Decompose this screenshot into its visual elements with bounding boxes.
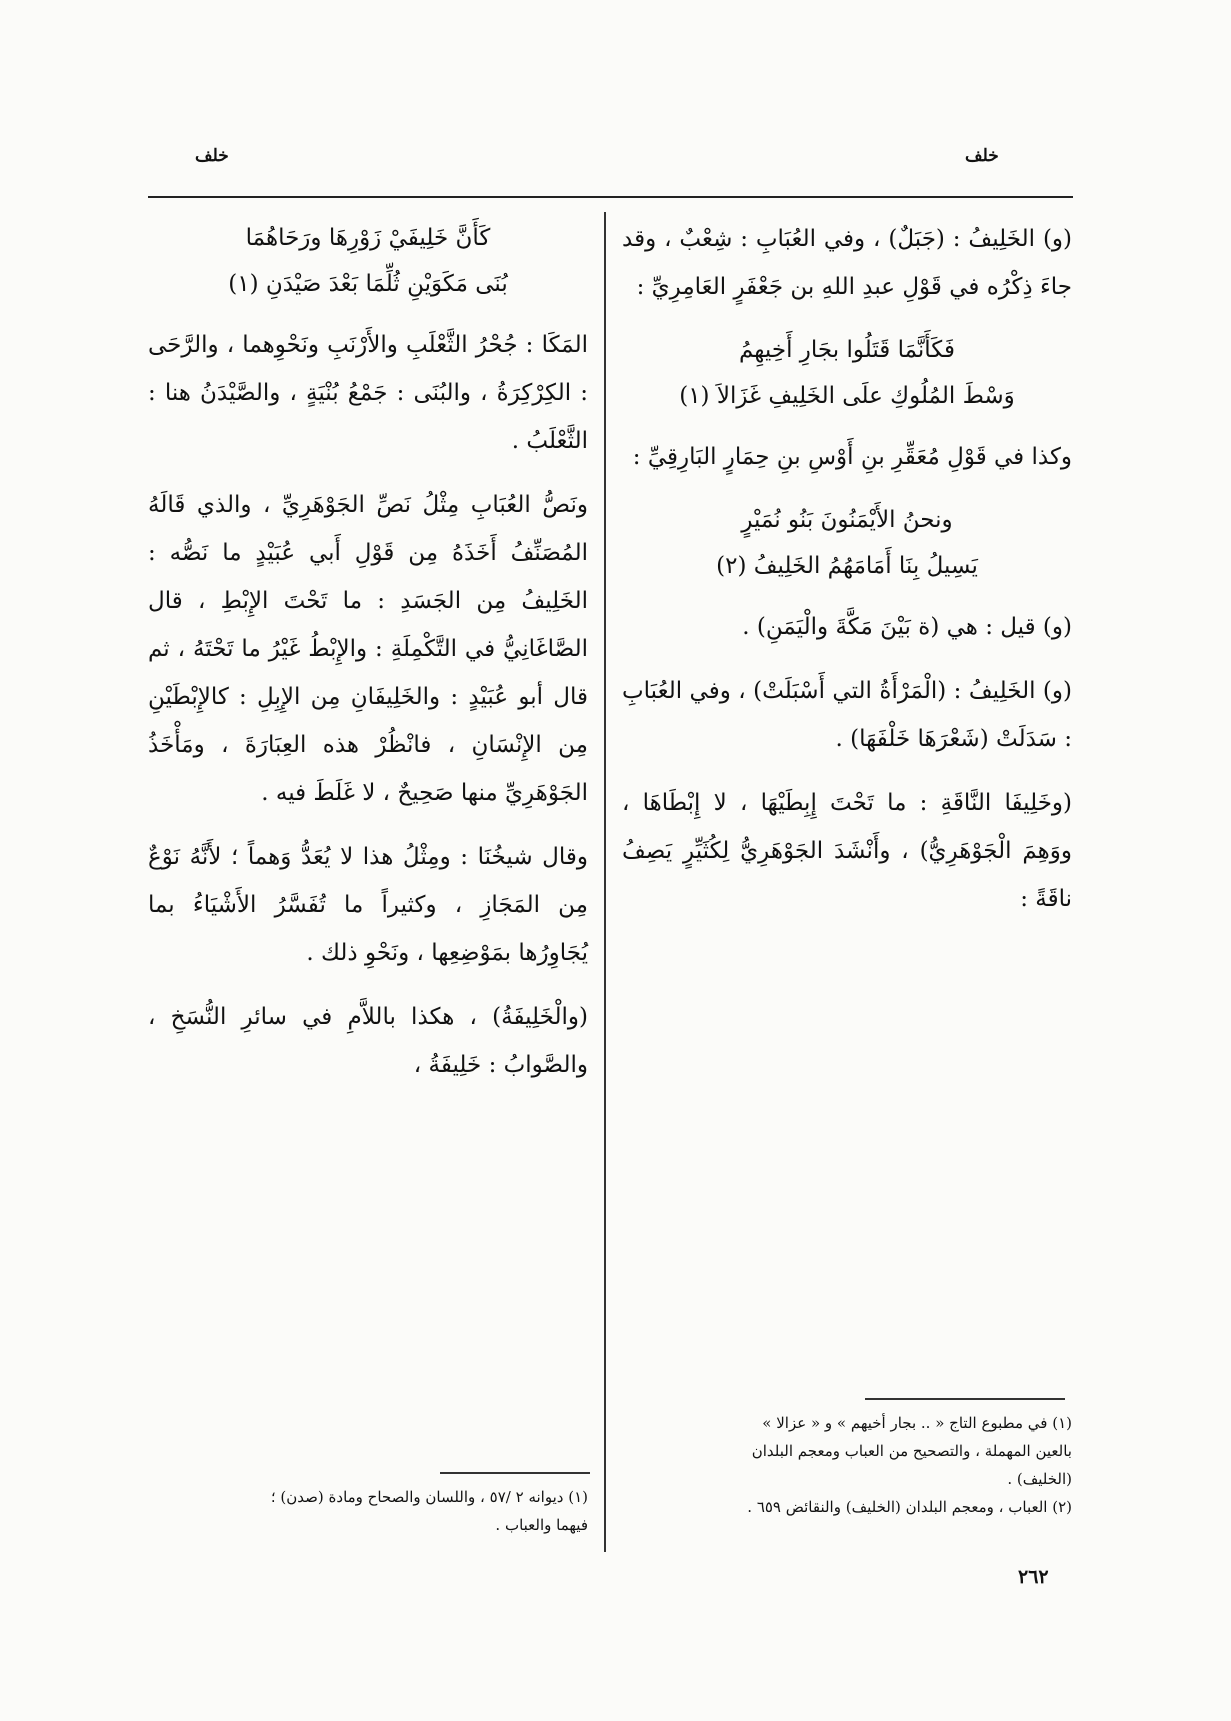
paragraph: (و) الخَلِيفُ : (جَبَلٌ) ، وفي العُبَابِ : شِعْبٌ ، وقد جاءَ ذِكْرُه في قَوْلِ عبدِ اللهِ بن جَعْفَرٍ العَامِرِيِّ : [622,226,1072,300]
paragraph: (و) قيل : هي (ة بَيْنَ مَكَّةَ والْيَمَنِ) . [742,614,1072,640]
verse [622,327,1072,419]
left-column [148,215,588,1105]
column-divider [604,212,606,1552]
verse-line: يَسِيلُ بِنَا أَمَامَهُمُ الخَلِيفُ (٢) [716,553,978,579]
verse-line: بُنَى مَكَوَيْنِ ثُلِّمَا بَعْدَ صَيْدَنِ (١) [228,271,508,297]
paragraph: (و) الخَلِيفُ : (الْمَرْأَةُ التي أَسْبَلَتْ) ، وفي العُبَابِ : سَدَلَتْ (شَعْرَهَا خَلْفَهَا) . [622,678,1072,752]
footnotes-right [622,1410,1072,1522]
footnote-line: فيهما والعباب . [495,1516,588,1534]
verse-line: ونحنُ الأَيْمَنُونَ بَنُو نُمَيْرٍ [741,507,953,533]
paragraph: وكذا في قَوْلِ مُعَقِّرِ بنِ أَوْسِ بنِ حِمَارٍ البَارِقِيِّ : [632,444,1072,470]
verse-line: كَأَنَّ خَلِيفَيْ زَوْرِهَا ورَحَاهُمَا [245,225,491,251]
paragraph: وقال شيخُنَا : ومِثْلُ هذا لا يُعَدُّ وَهماً ؛ لأَنَّهُ نَوْعٌ مِن المَجَازِ ، وكثيراً ما تُفَسَّرُ الأَشْيَاءُ بما يُجَاوِرُها بمَوْضِعِها ، ونَحْوِ ذلك . [148,844,588,966]
footnote-line: (١) في مطبوع التاج « .. بجار أخيهم » و « عزالا » [762,1414,1072,1432]
footnote-line: بالعين المهملة ، والتصحيح من العباب ومعجم البلدان [751,1442,1072,1460]
footnote-rule [865,1398,1065,1400]
footnote-line: (١) ديوانه ٢ /٥٧ ، واللسان والصحاح ومادة (صدن) ؛ [270,1488,588,1506]
footnote-line: (٢) العباب ، ومعجم البلدان (الخليف) والنقائض ٦٥٩ . [747,1498,1072,1516]
paragraph: ونَصُّ العُبَابِ مِثْلُ نَصِّ الجَوْهَرِيِّ ، والذي قَالَهُ المُصَنِّفُ أَخَذَهُ مِن قَوْلِ أَبي عُبَيْدٍ ما نَصُّه : الخَلِيفُ مِن الجَسَدِ : ما تَحْتَ الإِبْطِ ، قال الصَّاغَانِيُّ في التَّكْمِلَةِ : والإِبْطُ غَيْرُ ما تَحْتَهُ ، ثم قال أبو عُبَيْدٍ : والخَلِيفَانِ مِن الإِبِلِ : كالإِبْطَيْنِ مِن الإِنْسَانِ ، فانْظُرْ هذه العِبَارَةَ ، ومَأْخَذُ الجَوْهَرِيِّ منها صَحِيحٌ ، لا غَلَطَ فيه . [148,492,588,806]
footnotes-left [148,1484,588,1540]
running-head-right: خلف [965,146,999,166]
page-number: ٢٦٢ [1018,1566,1049,1588]
footnote-rule [440,1472,590,1474]
verse [148,215,588,307]
verse [622,497,1072,589]
footnote-line: (الخليف) . [1007,1470,1072,1488]
paragraph: (والْخَلِيفَةُ) ، هكذا باللاَّمِ في سائرِ النُّسَخِ ، والصَّوابُ : خَلِيفَةُ ، [148,1004,588,1078]
running-head-left: خلف [195,146,229,166]
verse-line: وَسْطَ المُلُوكِ علَى الخَلِيفِ غَزَالاَ (١) [679,383,1015,409]
right-column [622,215,1072,939]
verse-line: فَكَأَنَّمَا قَتَلُوا بجَارِ أَخِيهِمُ [739,337,955,363]
header-rule [148,196,1073,198]
paragraph: (وخَلِيفَا النَّاقَةِ : ما تَحْتَ إِبِطَيْهَا ، لا إِبْطَاهَا ، ووَهِمَ الْجَوْهَرِيُّ) ، وأَنْشَدَ الجَوْهَرِيُّ لِكُثَيِّرٍ يَصِفُ ناقَةً : [622,790,1072,912]
paragraph: المَكَا : جُحْرُ الثَّعْلَبِ والأَرْنَبِ ونَحْوِهما ، والرَّحَى : الكِرْكِرَةُ ، والبُنَى : جَمْعُ بُنْيَةٍ ، والصَّيْدَنُ هنا : الثَّعْلَبُ . [148,332,588,454]
